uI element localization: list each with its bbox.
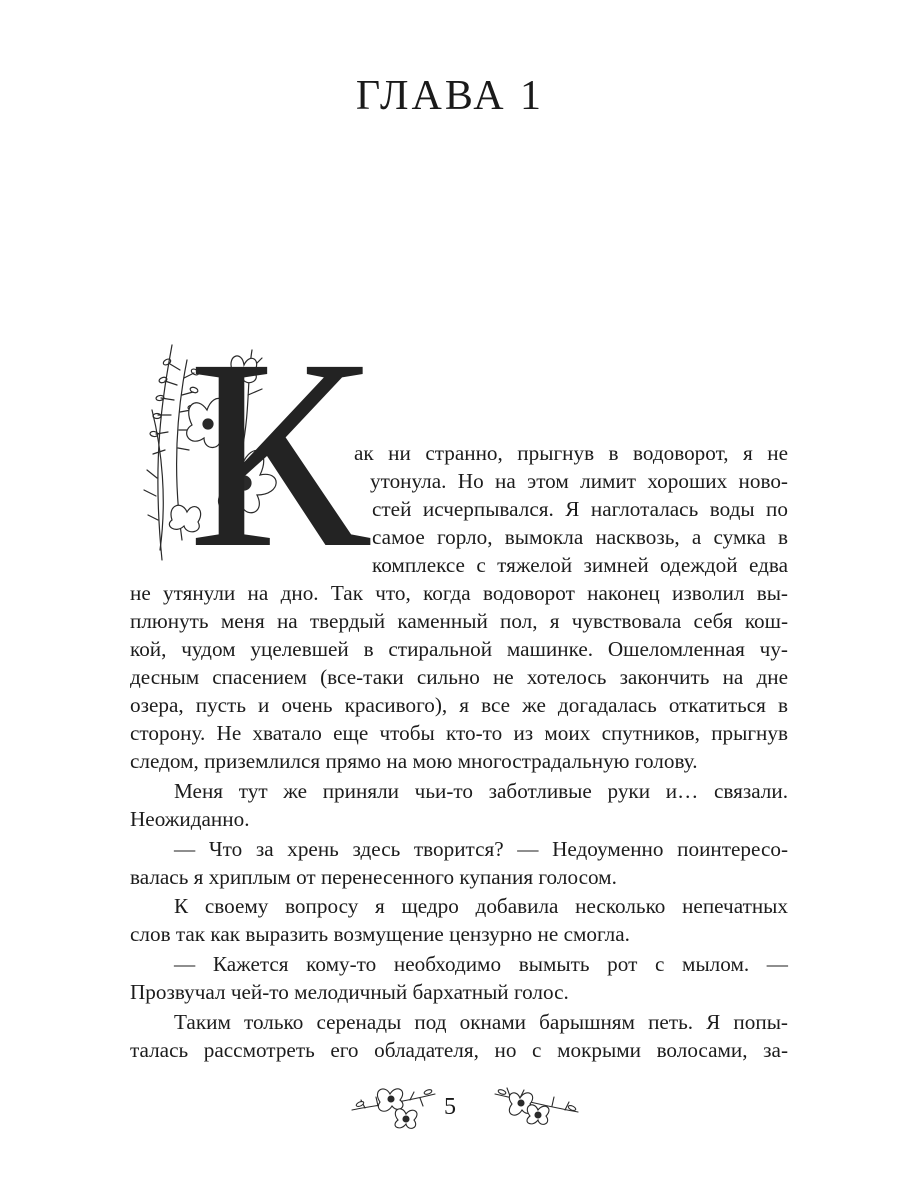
- text-line: озера, пусть и очень красивого), я все же догадалась откатиться в: [130, 693, 788, 717]
- text-line: слов так как выразить возмущение цензурно не смогла.: [130, 922, 630, 946]
- page-number: 5: [444, 1094, 456, 1120]
- text-line: десным спасением (все-таки сильно не хотелось закончить на дне: [130, 665, 788, 689]
- text-line: стей исчерпывался. Я наглоталась воды по: [372, 497, 788, 521]
- text-line: — Что за хрень здесь творится? — Недоуменно поинтересо-: [174, 837, 788, 861]
- text-line: ак ни странно, прыгнув в водоворот, я не: [354, 441, 788, 465]
- text-line: кой, чудом уцелевшей в стиральной машинке. Ошеломленная чу-: [130, 637, 788, 661]
- page-folio: [350, 1080, 550, 1136]
- text-line: не утянули на дно. Так что, когда водоворот наконец изволил вы-: [130, 581, 788, 605]
- text-line: утонула. Но на этом лимит хороших ново-: [370, 469, 788, 493]
- text-line: Прозвучал чей-то мелодичный бархатный голос.: [130, 980, 569, 1004]
- chapter-title: ГЛАВА 1: [355, 73, 545, 119]
- text-line: следом, приземлился прямо на мою многострадальную голову.: [130, 749, 698, 773]
- text-line: комплексе с тяжелой зимней одеждой едва: [372, 553, 788, 577]
- text-line: сторону. Не хватало еще чтобы кто-то из моих спутников, прыгнув: [130, 721, 788, 745]
- text-line: талась рассмотреть его обладателя, но с мокрыми волосами, за-: [130, 1038, 788, 1062]
- text-line: Таким только серенады под окнами барышням петь. Я попы-: [174, 1010, 788, 1034]
- text-line: — Кажется кому-то необходимо вымыть рот с мылом. —: [174, 952, 788, 976]
- drop-cap-letter: К: [188, 303, 370, 604]
- text-line: Неожиданно.: [130, 807, 250, 831]
- text-line: валась я хриплым от перенесенного купания голосом.: [130, 865, 617, 889]
- text-line: Меня тут же приняли чьи-то заботливые руки и… связали.: [174, 779, 788, 803]
- text-line: самое горло, вымокла насквозь, а сумка в: [372, 525, 788, 549]
- text-line: плюнуть меня на твердый каменный пол, я чувствовала себя кош-: [130, 609, 788, 633]
- text-line: К своему вопросу я щедро добавила несколько непечатных: [174, 894, 788, 918]
- magnolia-branch-icon: [490, 1080, 580, 1136]
